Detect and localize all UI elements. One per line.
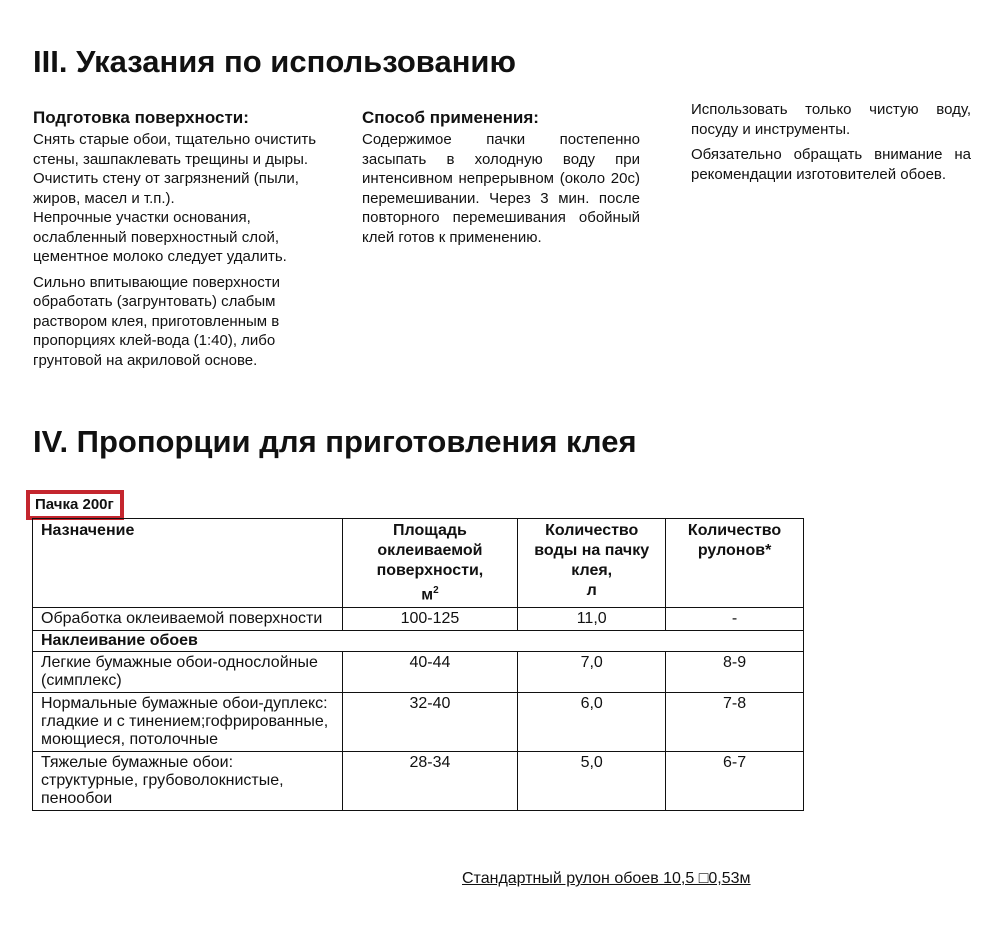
notes-text-1: Использовать только чистую воду, посуду и инструменты. [691,101,971,138]
cell-purpose: Тяжелые бумажные обои: структурные, грубоволокнистые, пенообои [33,752,343,811]
header-water [518,519,666,608]
cell-rolls: - [666,608,804,631]
pack-label: Пачка 200г [26,490,124,520]
cell-rolls: 7-8 [666,693,804,752]
table-row [33,608,804,631]
surface-prep-heading: Подготовка поверхности: [33,108,249,127]
surface-prep-column [33,108,323,376]
header-rolls: Количество рулонов* [666,519,804,608]
section4-title: IV. Пропорции для приготовления клея [33,424,637,459]
header-area [342,519,518,608]
notes-text-2: Обязательно обращать внимание на рекомендации изготовителей обоев. [691,146,971,183]
proportions-table [32,518,804,811]
method-column [362,108,640,253]
header-area-unit: м [421,586,434,604]
cell-rolls: 6-7 [666,752,804,811]
cell-purpose: Нормальные бумажные обои-дуплекс: гладкие и с тинением;гофрированные, моющиеся, потолочные [33,693,343,752]
cell-area: 40-44 [342,652,518,693]
cell-water: 7,0 [518,652,666,693]
cell-area: 28-34 [342,752,518,811]
surface-prep-text-4: Сильно впитывающие поверхности обработать (загрунтовать) слабым раствором клея, приготовленным в пропорциях клей-вода (1:40), либо грунтовой на акриловой основе. [33,273,280,369]
cell-water: 6,0 [518,693,666,752]
surface-prep-text-3: Непрочные участки основания, ослабленный поверхностный слой, цементное молоко следует удалить. [33,209,287,265]
cell-purpose: Обработка оклеиваемой поверхности [33,608,343,631]
cell-area: 100-125 [342,608,518,631]
header-purpose: Назначение [33,519,343,608]
table-header-row [33,519,804,608]
table-group-row [33,631,804,652]
section3-title: III. Указания по использованию [33,44,516,79]
notes-column [691,100,971,190]
method-text: Содержимое пачки постепенно засыпать в холодную воду при интенсивном непрерывном (около 20с) перемешивании. Через 3 мин. после повторного перемешивания обойный клей готов к применению. [362,131,640,246]
group-label: Наклеивание обоев [33,631,804,652]
header-water-unit: л [586,582,597,599]
table-row [33,752,804,811]
method-heading: Способ применения: [362,108,539,127]
cell-area: 32-40 [342,693,518,752]
cell-water: 11,0 [518,608,666,631]
cell-purpose: Легкие бумажные обои-однослойные (симплекс) [33,652,343,693]
cell-rolls: 8-9 [666,652,804,693]
table-row [33,652,804,693]
header-water-label: Количество воды на пачку клея, [534,522,650,579]
surface-prep-text-2: Очистить стену от загрязнений (пыли, жиров, масел и т.п.). [33,170,299,207]
standard-roll-footnote: Стандартный рулон обоев 10,5 □0,53м [462,870,751,887]
table-row [33,693,804,752]
surface-prep-text-1: Снять старые обои, тщательно очистить стены, зашпаклевать трещины и дыры. [33,131,317,168]
header-area-label: Площадь оклеиваемой поверхности, [376,522,484,579]
header-area-unit-sup: 2 [433,585,439,596]
cell-water: 5,0 [518,752,666,811]
